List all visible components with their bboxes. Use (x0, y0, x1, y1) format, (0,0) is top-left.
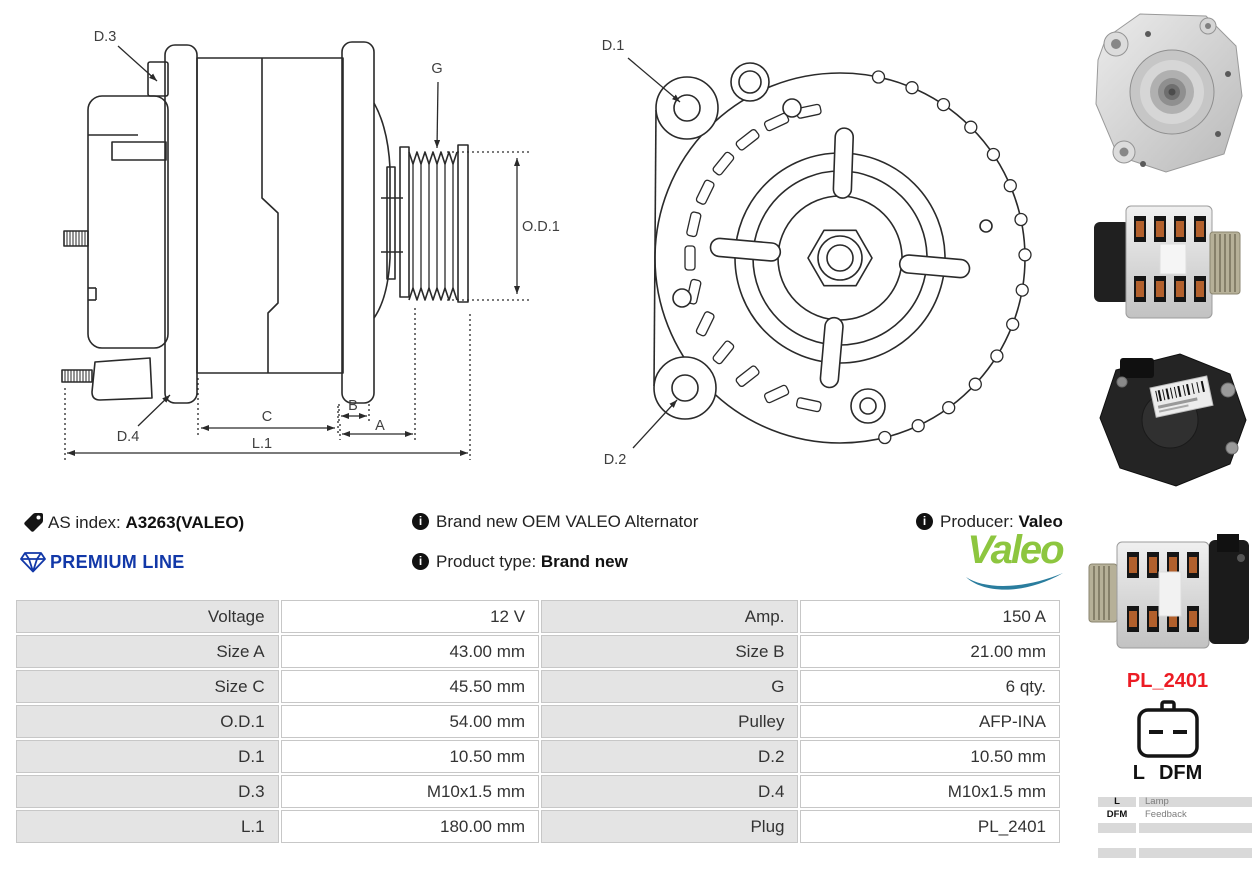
info-icon: i (412, 513, 429, 530)
legend-row-empty (1098, 848, 1252, 858)
plug-pin-l: L (1132, 762, 1145, 784)
legend-row-empty (1098, 823, 1252, 833)
spec-value: 6 qty. (800, 670, 1060, 703)
legend-desc: Lamp (1139, 797, 1252, 807)
spec-value: 12 V (281, 600, 539, 633)
side-view-drawing (30, 8, 575, 478)
valeo-swoosh-icon (963, 571, 1067, 593)
spec-value: 21.00 mm (800, 635, 1060, 668)
info-icon: i (412, 553, 429, 570)
spec-value: 150 A (800, 600, 1060, 633)
dim-label-c: C (261, 409, 273, 425)
spec-label: Size C (16, 670, 279, 703)
spec-value: AFP-INA (800, 705, 1060, 738)
as-index (48, 513, 244, 533)
valeo-logo-text: Valeo (967, 528, 1063, 572)
product-type (436, 552, 628, 572)
valeo-logo (945, 530, 1085, 598)
dim-label-d2: D.2 (603, 452, 627, 468)
producer-label: Producer: (940, 512, 1014, 531)
legend-row-feedback (1098, 810, 1252, 820)
spec-label: Plug (541, 810, 798, 843)
front-view-drawing (590, 8, 1070, 478)
spec-value: 10.50 mm (281, 740, 539, 773)
spec-label: Size A (16, 635, 279, 668)
diamond-icon (20, 551, 46, 579)
dim-label-b: B (348, 398, 358, 414)
dim-label-g: G (431, 61, 443, 77)
legend-desc: Feedback (1145, 809, 1187, 820)
table-row (16, 635, 1060, 668)
dim-label-d3: D.3 (93, 29, 117, 45)
spec-label: Voltage (16, 600, 279, 633)
legend-abbr (1098, 823, 1136, 833)
legend-abbr: DFM (1106, 809, 1128, 820)
spec-value: M10x1.5 mm (281, 775, 539, 808)
plug-connector-icon (1136, 700, 1200, 765)
spec-label: L.1 (16, 810, 279, 843)
table-row (16, 775, 1060, 808)
spec-label: D.2 (541, 740, 798, 773)
product-photo-side-left[interactable] (1085, 528, 1254, 660)
plug-code: PL_2401 (1126, 670, 1209, 692)
product-photo-side-right[interactable] (1090, 184, 1254, 336)
legend-row-lamp (1098, 797, 1252, 807)
spec-label: D.4 (541, 775, 798, 808)
table-row (16, 810, 1060, 843)
spec-value: 10.50 mm (800, 740, 1060, 773)
product-description: Brand new OEM VALEO Alternator (436, 512, 699, 531)
plug-legend (1098, 797, 1252, 861)
spec-label: D.3 (16, 775, 279, 808)
premium-line-badge: PREMIUM LINE (50, 552, 185, 572)
product-type-label: Product type: (436, 552, 537, 571)
tag-icon (22, 511, 44, 538)
spec-value: 43.00 mm (281, 635, 539, 668)
spec-value: 45.50 mm (281, 670, 539, 703)
spec-value: M10x1.5 mm (800, 775, 1060, 808)
dim-label-d4: D.4 (116, 429, 140, 445)
dim-label-a: A (375, 418, 385, 434)
spec-label: Pulley (541, 705, 798, 738)
dim-label-od1: O.D.1 (522, 219, 560, 235)
info-icon: i (916, 513, 933, 530)
legend-spacer (1098, 836, 1252, 848)
table-row (16, 600, 1060, 633)
product-type-value: Brand new (540, 552, 628, 571)
spec-label: D.1 (16, 740, 279, 773)
as-index-value: A3263(VALEO) (125, 513, 245, 532)
product-photo-front[interactable] (1088, 4, 1250, 180)
spec-table (14, 598, 1062, 845)
spec-value: PL_2401 (800, 810, 1060, 843)
legend-abbr: L (1098, 797, 1136, 807)
legend-desc (1139, 823, 1252, 833)
spec-label: O.D.1 (16, 705, 279, 738)
spec-label: G (541, 670, 798, 703)
spec-label: Amp. (541, 600, 798, 633)
plug-pin-dfm: DFM (1158, 762, 1203, 784)
table-row (16, 705, 1060, 738)
spec-label: Size B (541, 635, 798, 668)
product-photo-rear[interactable] (1092, 348, 1252, 494)
spec-value: 180.00 mm (281, 810, 539, 843)
as-index-label: AS index: (48, 513, 121, 532)
spec-value: 54.00 mm (281, 705, 539, 738)
producer-value: Valeo (1018, 512, 1063, 531)
table-row (16, 740, 1060, 773)
plug-pins (1100, 762, 1235, 785)
dim-label-l1: L.1 (251, 436, 273, 452)
table-row (16, 670, 1060, 703)
dim-label-d1: D.1 (601, 38, 625, 54)
